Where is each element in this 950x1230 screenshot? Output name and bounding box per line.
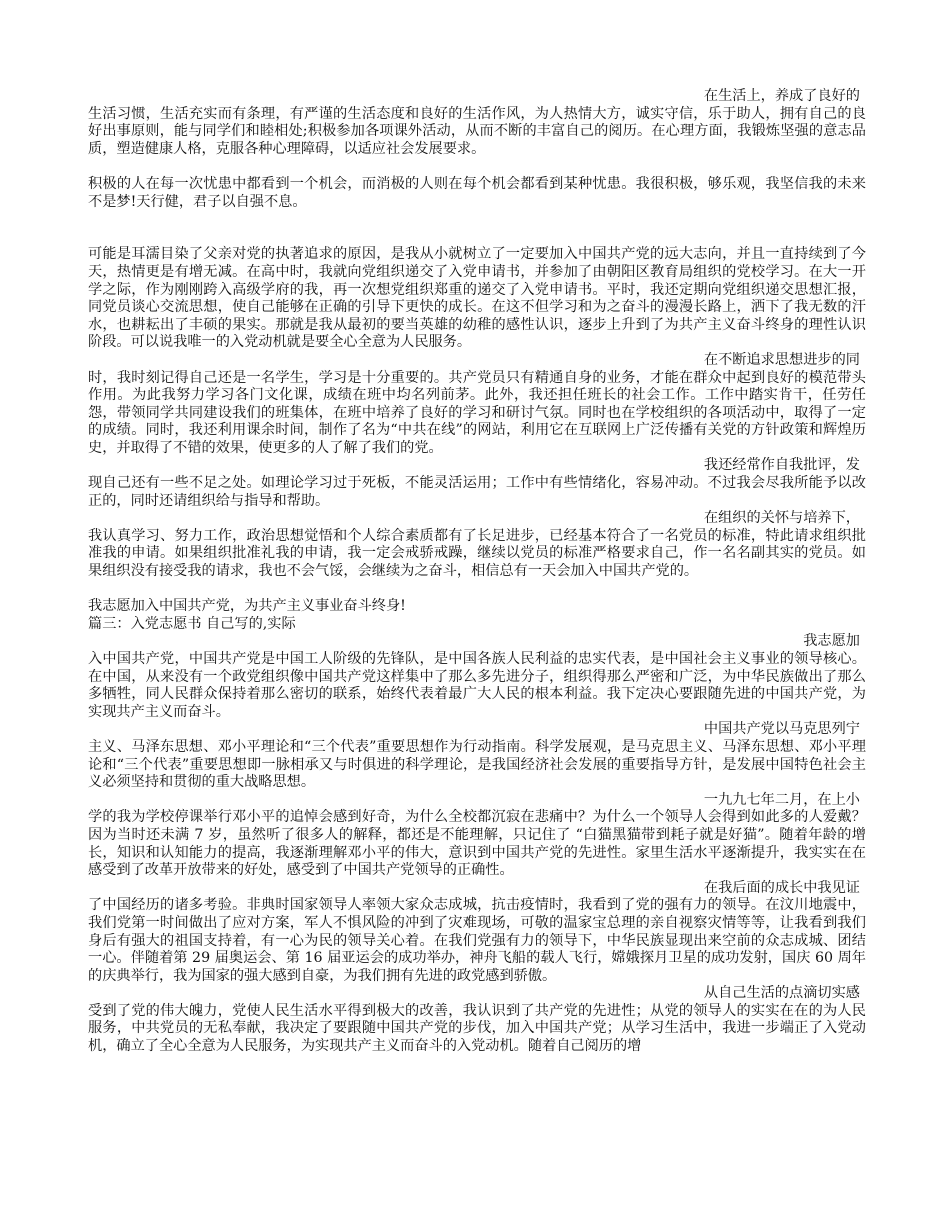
section-heading: 篇三：入党志愿书 自己写的,实际 [88,615,296,632]
paragraph-lead: 从自己生活的点滴切实感 [703,985,860,1002]
paragraph-lead: 我还经常作自我批评，发 [703,457,860,474]
paragraph-8 [88,633,866,721]
paragraph-body: 学的我为学校停课举行邓小平的追悼会感到好奇，为什么全校都沉寂在悲痛中？为什么一个领导人会得到如此多的人爱戴？因为当时还未满 7 岁，虽然听了很多人的解释，都还是不能理解，只记住了 “白猫黑猫带到耗子就是好猫”。随着年龄的增长，知识和认知能力的提高，我逐渐理解邓小平的伟大，意识到中国共产党的先进性。家里生活水平逐渐提升，我实实在在感受到了改革开放带来的好处，感受到了中国共产党领导的正确性。 [88,809,866,879]
paragraph-9 [88,721,866,791]
paragraph-5 [88,457,866,510]
paragraph-11 [88,880,866,986]
paragraph-body: 我志愿加入中国共产党，为共产主义事业奋斗终身! [88,598,406,615]
paragraph-body: 我认真学习、努力工作，政治思想觉悟和个人综合素质都有了长足进步，已经基本符合了一名党员的标准，特此请求组织批准我的申请。如果组织批准礼我的申请，我一定会戒骄戒躁，继续以党员的标准严格要求自己，作一名名副其实的党员。如果组织没有接受我的请求，我也不会气馁，会继续为之奋斗，相信总有一天会加入中国共产党的。 [88,527,866,580]
paragraph-gap [88,229,866,247]
paragraph-body: 主义、马泽东思想、邓小平理论和“三个代表”重要思想作为行动指南。科学发展观，是马克思主义、马泽东思想、邓小平理论和“三个代表”重要思想即一脉相承又与时俱进的科学理论，是我国经济社会发展的重要指导方针，是发展中国特色社会主义必须坚持和贯彻的重大战略思想。 [88,738,866,791]
paragraph-lead: 在生活上，养成了良好的 [703,88,860,104]
paragraph-2 [88,176,866,211]
paragraph-lead: 我志愿加 [803,633,860,650]
paragraph-body: 可能是耳濡目染了父亲对党的执著追求的原因，是我从小就树立了一定要加入中国共产党的远大志向，并且一直持续到了今天，热情更是有增无减。在高中时，我就向党组织递交了入党申请书，并参加了由朝阳区教育局组织的党校学习。在大一开学之际，作为刚刚跨入高级学府的我，再一次想党组织郑重的递交了入党申请书。平时，我还定期向党组织递交思想汇报，同党员谈心交流思想，使自己能够在正确的引导下更快的成长。在这不但学习和为之奋斗的漫漫长路上，洒下了我无数的汗水，也耕耘出了丰硕的果实。那就是我从最初的要当英雄的幼稚的感性认识，逐步上升到了为共产主义奋斗终身的理性认识阶段。可以说我唯一的入党动机就是要全心全意为人民服务。 [88,246,866,351]
paragraph-lead: 在组织的关怀与培养下， [703,510,860,527]
paragraph-gap [88,211,866,229]
paragraph-body: 入中国共产党，中国共产党是中国工人阶级的先锋队，是中国各族人民利益的忠实代表，是中国社会主义事业的领导核心。在中国，从来没有一个政党组织像中国共产党这样集中了那么多先进分子，组织得那么严密和广泛，为中华民族做出了那么多牺牲，同人民群众保持着那么密切的联系，始终代表着最广大人民的根本利益。我下定决心要跟随先进的中国共产党，为实现共产主义而奋斗。 [88,651,866,720]
paragraph-gap [88,158,866,176]
paragraph-gap [88,581,866,599]
paragraph-lead: 中国共产党以马克思列宁 [703,721,860,738]
paragraph-3 [88,246,866,352]
paragraph-lead: 在我后面的成长中我见证 [703,879,860,896]
paragraph-1 [88,88,866,158]
paragraph-10 [88,792,866,880]
paragraph-6 [88,510,866,580]
paragraph-lead: 一九九七年二月，在上小 [703,791,860,808]
paragraph-12 [88,985,866,1055]
paragraph-lead: 在不断追求思想进步的同 [703,351,860,368]
paragraph-body: 时，我时刻记得自己还是一名学生，学习是十分重要的。共产党员只有精通自身的业务，才能在群众中起到良好的模范带头作用。为此我努力学习各门文化课，成绩在班中均名列前茅。此外，我还担任班长的社会工作。工作中踏实肯干，任劳任怨，带领同学共同建设我们的班集体，在班中培养了良好的学习和研讨气氛。同时也在学校组织的各项活动中，取得了一定的成绩。同时，我还利用课余时间，制作了名为“中共在线”的网站，利用它在互联网上广泛传播有关党的方针政策和辉煌历史，并取得了不错的效果，使更多的人了解了我们的党。 [88,369,866,456]
paragraph-body: 积极的人在每一次忧患中都看到一个机会，而消极的人则在每个机会都看到某种忧患。我很积极，够乐观，我坚信我的未来不是梦!天行健，君子以自强不息。 [88,175,866,210]
paragraph-body: 了中国经历的诸多考验。非典时国家领导人率领大家众志成城，抗击疫情时，我看到了党的强有力的领导。在汶川地震中，我们党第一时间做出了应对方案，军人不惧风险的冲到了灾难现场，可敬的温家宝总理的亲自视察灾情等等，让我看到我们身后有强大的祖国支持着，有一心为民的领导关心着。在我们党强有力的领导下，中华民族显现出来空前的众志成城、团结一心。伴随着第 29 届奥运会、第 16 届亚运会的成功举办，神舟飞船的载人飞行，嫦娥探月卫星的成功发射，国庆 60 周年的庆典举行，我为国家的强大感到自豪，为我们拥有先进的政党感到骄傲。 [88,897,866,984]
paragraph-7 [88,598,866,616]
paragraph-body: 生活习惯，生活充实而有条理，有严谨的生活态度和良好的生活作风，为人热情大方，诚实守信，乐于助人，拥有自己的良好出事原则，能与同学们和睦相处;积极参加各项课外活动，从而不断的丰富自己的阅历。在心理方面，我锻炼坚强的意志品质，塑造健康人格，克服各种心理障碍，以适应社会发展要求。 [88,105,866,157]
paragraph-body: 现自己还有一些不足之处。如理论学习过于死板，不能灵活运用；工作中有些情绪化，容易冲动。不过我会尽我所能予以改正的，同时还请组织给与指导和帮助。 [88,475,866,509]
paragraph-body: 受到了党的伟大魄力，党使人民生活水平得到极大的改善，我认识到了共产党的先进性；从党的领导人的实实在在的为人民服务，中共党员的无私奉献，我决定了要跟随中国共产党的步伐，加入中国共产党；从学习生活中，我进一步端正了入党动机，确立了全心全意为人民服务，为实现共产主义而奋斗的入党动机。随着自己阅历的增 [88,1002,866,1055]
paragraph-4 [88,352,866,458]
